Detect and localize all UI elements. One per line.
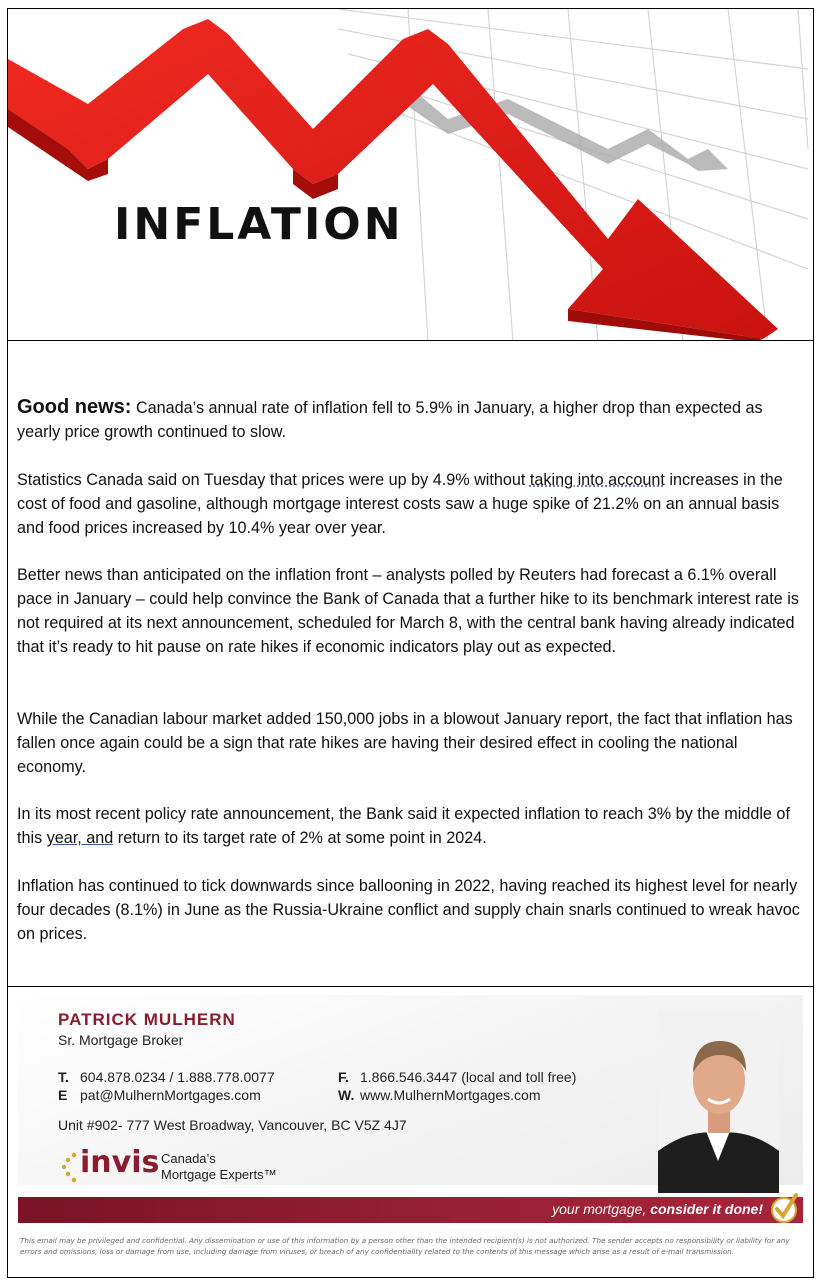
legal-disclaimer: This email may be privileged and confidential. Any dissemination or use of this information by a person other than the intended recipient(s) is not authorized. The sender accepts no responsibility or liability for any errors and omissions, loss or damage from use, including damage from viruses, or breach of any confidentiality related to the contents of this message which arise as a result of e-mail transmission. [20,1236,790,1256]
web-label: W. [338,1087,355,1103]
email-signature [7,987,814,1278]
fax-line [338,1069,576,1085]
broker-role: Sr. Mortgage Broker [58,1032,184,1048]
logo-tagline [161,1151,301,1183]
fax-label: F. [338,1069,349,1085]
email-label: E [58,1087,68,1103]
slogan-part-1: your mortgage, [552,1201,651,1217]
email-line [58,1087,261,1103]
slogan-bar [18,1197,803,1223]
broker-photo [658,1011,779,1193]
address-line: Unit #902- 777 West Broadway, Vancouver, BC V5Z 4J7 [58,1117,407,1133]
lead-label: Good news: [17,396,132,418]
paragraph-2 [17,468,807,540]
broker-name: PATRICK MULHERN [58,1010,236,1029]
spelling-flag-text: year, and [46,829,114,847]
logo-tagline-1: Canada’s [161,1151,216,1166]
logo-dots-icon [60,1151,78,1185]
paragraph-2-text-c: increases in the cost of food and gasoline, although mortgage interest costs saw a huge spike of 21.2% on an annual basis and food prices increased by 10.4% year over year. [17,471,783,537]
paragraph-4: While the Canadian labour market added 150,000 jobs in a blowout January report, the fact that inflation has fallen once again could be a sign that rate hikes are having their desired effect in cooling the national economy. [17,710,793,776]
logo-tagline-2: Mortgage Experts™ [161,1167,277,1182]
website-link[interactable]: www.MulhernMortgages.com [360,1087,541,1103]
paragraph-5 [17,802,807,850]
fax-number: 1.866.546.3447 (local and toll free) [360,1069,577,1085]
checkmark-icon [769,1191,799,1225]
phone-label: T. [58,1069,69,1085]
email-link[interactable]: pat@MulhernMortgages.com [80,1087,261,1103]
slogan-part-2: consider it done! [650,1201,763,1217]
hero-title: INFLATION [114,199,404,250]
paragraph-1-text: Canada’s annual rate of inflation fell to 5.9% in January, a higher drop than expected as yearly price growth continued to slow. [17,399,763,441]
signature-background [18,995,803,1185]
article-body [7,341,814,987]
inflation-arrow-graphic [8,9,814,341]
paragraph-5-text-a: In its most recent policy rate announcement, the Bank said it expected inflation to reach 3% by the middle of this [17,805,790,847]
paragraph-3: Better news than anticipated on the inflation front – analysts polled by Reuters had forecast a 6.1% overall pace in January – could help convince the Bank of Canada that a further hike to its benchmark interest rate is not required at its next announcement, scheduled for March 8, with the central bank having already indicated that it’s ready to hit pause on rate hikes if economic indicators play out as expected. [17,566,799,656]
slogan-text [552,1201,763,1217]
web-line [338,1087,541,1103]
invis-logo [56,1145,296,1195]
phone-number[interactable]: 604.878.0234 / 1.888.778.0077 [80,1069,275,1085]
paragraph-2-text-a: Statistics Canada said on Tuesday that prices were up by 4.9% without [17,471,530,489]
inflation-hero-image [7,8,814,341]
paragraph-5-text-c: return to its target rate of 2% at some point in 2024. [113,829,487,847]
grammar-flag-text: taking into account [529,471,665,489]
portrait-image [658,1011,779,1193]
paragraph-1 [17,395,807,444]
logo-word: invis [80,1145,160,1180]
paragraph-6: Inflation has continued to tick downwards since ballooning in 2022, having reached its highest level for nearly four decades (8.1%) in June as the Russia-Ukraine conflict and supply chain snarls continued to wreak havoc on prices. [17,877,800,943]
phone-line [58,1069,275,1085]
